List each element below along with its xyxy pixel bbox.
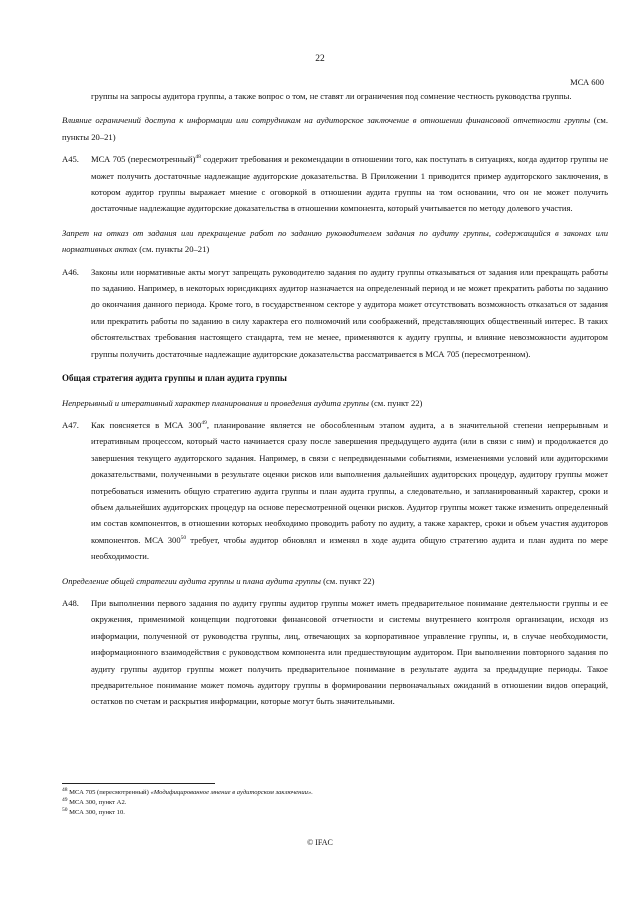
paragraph-text: При выполнении первого задания по аудиту группы аудитор группы может иметь предварительное понимание деятельности группы и ее окружения, применимой концепции подготовки финансовой отчетности и системы внутреннего контроля организации, исходя из информации, полученной от руководства группы, лиц, отвечающих за корпоративное управление группы, и, в случае необходимости, информационного взаимодействия с руководством компонента или предшествующим аудитором. При выполнении повторного задания по аудиту группы аудитор группы может получить предварительное понимание в результате аудита за предыдущие периоды. Такое предварительное понимание может помочь аудитору группы в формировании первоначальных ожиданий в отношении видов операций, остатков по счетам и раскрытия информации, которые могут быть значительными. bbox=[91, 597, 608, 707]
footnote-number: 50 bbox=[62, 807, 68, 814]
subheading-title: Определение общей стратегии аудита группы и плана аудита группы bbox=[62, 575, 321, 586]
footnote-divider bbox=[62, 783, 215, 784]
footnote-number: 49 bbox=[62, 797, 68, 804]
paragraph-a46 bbox=[62, 264, 608, 362]
document-body bbox=[62, 88, 608, 710]
paragraph-text: Как поясняется в МСА 300 bbox=[91, 419, 202, 430]
paragraph-number: A48. bbox=[62, 597, 79, 608]
footnote-italic-text: «Модифицированное мнение в аудиторском заключении». bbox=[150, 789, 313, 796]
paragraph-number: A47. bbox=[62, 419, 79, 430]
paragraph-number: A45. bbox=[62, 154, 79, 165]
footnote-ref: 49 bbox=[201, 420, 207, 427]
copyright-footer: © IFAC bbox=[307, 838, 333, 847]
footnote-ref: 48 bbox=[195, 154, 201, 161]
footnote-49 bbox=[62, 798, 602, 808]
footnotes bbox=[62, 788, 602, 819]
footnote-ref: 50 bbox=[180, 534, 187, 541]
footnote-50 bbox=[62, 808, 602, 818]
paragraph-a48 bbox=[62, 595, 608, 710]
subheading-title: Непрерывный и итеративный характер планирования и проведения аудита группы bbox=[62, 397, 369, 408]
paragraph-text: Законы или нормативные акты могут запрещать руководителю задания по аудиту группы отказываться от задания или прекращать работы по заданию. Например, в некоторых юрисдикциях аудитор назначается на определенный период и не может прекратить работы по заданию до окончания данного периода. Кроме того, в государственном секторе у аудитора может отсутствовать возможность отказаться от задания или прекратить работы по заданию в силу характера его полномочий или соображений, представляющих общественный интерес. В таких обстоятельствах требования настоящего стандарта, тем не менее, применяются к аудиту группы, и влияние невозможности аудитором группы получить достаточные надлежащие аудиторские доказательства рассматривается в МСА 705 (пересмотренном). bbox=[91, 266, 608, 359]
subheading-overall-strategy bbox=[62, 573, 608, 589]
subheading-ref: (см. пункт 22) bbox=[368, 397, 423, 408]
paragraph-text: требует, чтобы аудитор обновлял и изменял в ходе аудита общую стратегию аудита и план аудита по мере необходимости. bbox=[91, 534, 608, 562]
footnote-number: 48 bbox=[62, 786, 68, 793]
paragraph-text: МСА 705 (пересмотренный) bbox=[91, 154, 196, 165]
subheading-engagement-withdrawal bbox=[62, 225, 608, 258]
paragraph-a45 bbox=[62, 151, 608, 217]
subheading-access-restrictions bbox=[62, 112, 608, 145]
page-number: 22 bbox=[315, 54, 325, 64]
subheading-ref: (см. пункты 20–21) bbox=[137, 244, 210, 255]
subheading-ref: (см. пункты 20–21) bbox=[62, 115, 608, 142]
subheading-ref: (см. пункт 22) bbox=[320, 575, 375, 586]
paragraph-text: содержит требования и рекомендации в отношении того, как поступать в ситуациях, когда аудитор группы не может получить достаточные надлежащие аудиторские доказательства. В Приложении 1 приводится пример аудиторского заключения, в котором аудитор группы выражает мнение с оговоркой в отношении аудита группы на том основании, что он не может получить достаточные надлежащие аудиторские доказательства в отношении компонента, который учитывается по методу долевого участия. bbox=[91, 154, 609, 214]
footnote-48 bbox=[62, 788, 602, 798]
subheading-title: Запрет на отказ от задания или прекращение работ по заданию руководителем задания по аудиту группы, содержащийся в законах или нормативных актах bbox=[62, 227, 608, 255]
footnote-text: МСА 300, пункт А2. bbox=[67, 799, 127, 807]
footnote-text: МСА 300, пункт 10. bbox=[67, 809, 125, 817]
document-code: МСА 600 bbox=[570, 77, 604, 87]
paragraph-number: A46. bbox=[62, 266, 79, 277]
intro-paragraph: группы на запросы аудитора группы, а также вопрос о том, не ставят ли ограничения под сомнение честность руководства группы. bbox=[91, 91, 572, 101]
paragraph-a47 bbox=[62, 417, 608, 565]
footnote-text: МСА 705 (пересмотренный) bbox=[67, 789, 151, 796]
subheading-iterative-planning bbox=[62, 395, 608, 411]
section-heading: Общая стратегия аудита группы и план аудита группы bbox=[62, 373, 287, 384]
subheading-title: Влияние ограничений доступа к информации или сотрудникам на аудиторское заключение в отношении финансовой отчетности группы bbox=[62, 115, 591, 126]
paragraph-text: , планирование является не обособленным этапом аудита, а в значительной степени непрерывным и итеративным процессом, который часто начинается сразу после завершения предыдущего аудита (или в связи с ним) и продолжается до завершения текущего аудиторского задания. Например, в связи с непредвиденными событиями, изменениями условий или аудиторскими доказательствами, полученными в результате оценки рисков или выполнения дальнейших аудиторских процедур, аудитору группы может потребоваться изменить общую стратегию аудита группы и план аудита группы, а следовательно, и запланированный характер, сроки и объем дальнейших аудиторских процедур на основе пересмотренной оценки рисков. Аудитор группы может также изменить определенный им состав компонентов, в отношении которых необходимо проводить работу по аудиту, а также характер, сроки и объем участия аудиторов компонентов. МСА 300 bbox=[91, 419, 609, 545]
